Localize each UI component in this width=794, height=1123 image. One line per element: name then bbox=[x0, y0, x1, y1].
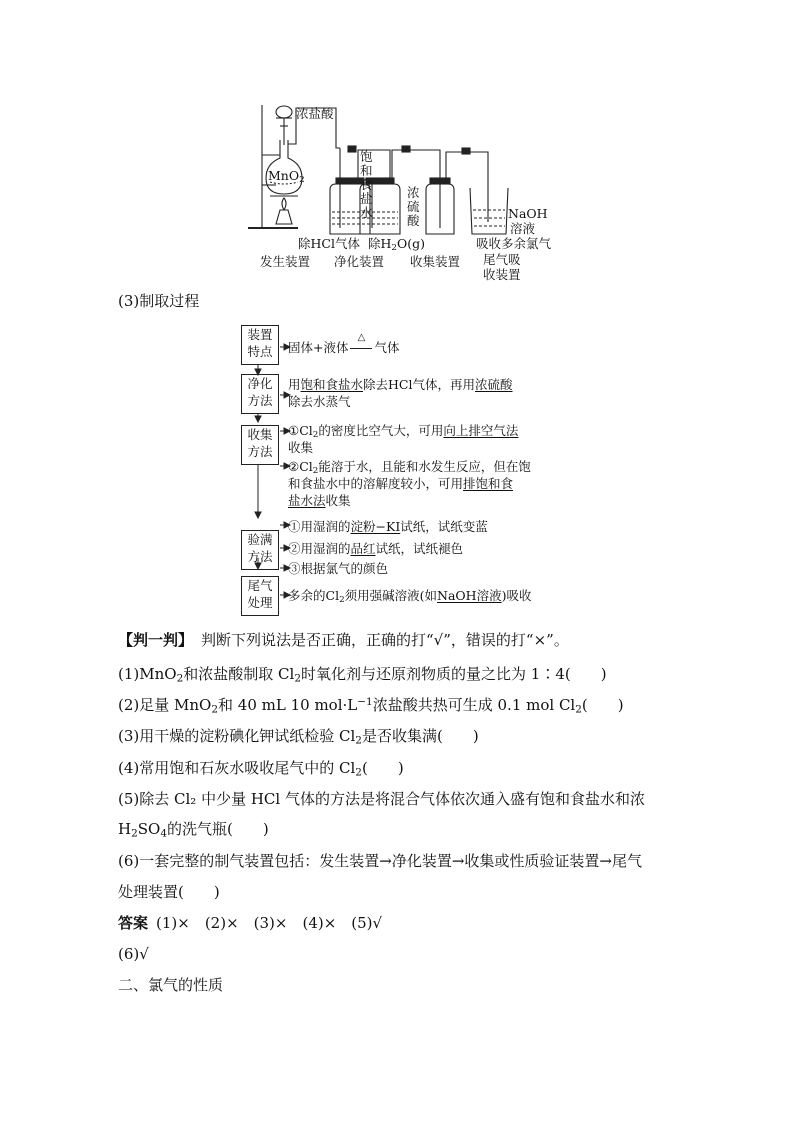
label-solution: 溶液 bbox=[510, 221, 536, 236]
flow-collect-item1-line2: 收集 bbox=[288, 440, 314, 455]
question-5-line1: (5)除去 Cl₂ 中少量 HCl 气体的方法是将混合气体依次通入盛有饱和食盐水和浓 bbox=[118, 790, 645, 808]
label-naoh: NaOH bbox=[508, 206, 548, 221]
question-1: (1)MnO$_2$和浓盐酸制取 $Cl_2$时氧化剂与还原剂物质的量之比为 1∶4( ) bbox=[118, 665, 607, 685]
answer-line1: 答案 (1)× (2)× (3)× (4)× (5)√ bbox=[118, 914, 383, 932]
question-5-line2: $H_2SO_4$的洗气瓶( ) bbox=[118, 820, 269, 840]
flow-connectors bbox=[236, 320, 296, 620]
flow-check-item2: ②用湿润的品红试纸，试纸褪色 bbox=[288, 541, 464, 556]
flow-collect-item2-line3: 盐水法收集 bbox=[288, 493, 351, 508]
label-conc-hcl: 浓盐酸 bbox=[296, 106, 334, 121]
flow-collect-item1: $①Cl_2$的密度比空气大，可用向上排空气法 bbox=[288, 423, 519, 441]
judge-instruction: 【判一判】 判断下列说法是否正确，正确的打“√”，错误的打“×”。 bbox=[118, 631, 569, 649]
flow-box-feature: 装置 特点 bbox=[241, 325, 279, 365]
label-mno2: MnO$_2$ bbox=[268, 168, 305, 186]
label-collection: 收集装置 bbox=[410, 254, 461, 269]
flow-purify-line2: 除去水蒸气 bbox=[288, 394, 351, 409]
label-remove-hcl: 除HCl气体 bbox=[298, 236, 360, 251]
flow-box-purify: 净化 方法 bbox=[241, 374, 279, 414]
flow-collect-item2: $②Cl_2$能溶于水，且能和水发生反应，但在饱 bbox=[288, 459, 531, 477]
question-6-line1: (6)一套完整的制气装置包括：发生装置→净化装置→收集或性质验证装置→尾气 bbox=[118, 852, 642, 870]
section-title-properties: 二、氯气的性质 bbox=[118, 976, 224, 994]
label-absorb-line2: 尾气吸 bbox=[483, 252, 521, 267]
question-4: (4)常用饱和石灰水吸收尾气中的 $Cl_2$( ) bbox=[118, 759, 404, 779]
section-title-process: (3)制取过程 bbox=[118, 292, 200, 310]
question-2: (2)足量 MnO$_2$和 40 mL 10 $mol\cdot L^{-1}$浓盐酸共热可生成 0.1 mol $Cl_2$( ) bbox=[118, 695, 624, 716]
judge-head: 【判一判】 bbox=[118, 631, 194, 649]
label-generation: 发生装置 bbox=[260, 254, 311, 269]
question-6-line2: 处理装置( ) bbox=[118, 883, 220, 901]
flow-tail-text: 多余的$Cl_2$须用强碱溶液(如NaOH溶液)吸收 bbox=[288, 588, 532, 606]
flow-purify-line1: 用饱和食盐水除去HCl气体，再用浓硫酸 bbox=[288, 377, 513, 392]
flow-feature-text: 固体+液体 △ 气体 bbox=[288, 332, 400, 355]
answer-line2: (6)√ bbox=[118, 945, 149, 963]
label-saturated-brine: 饱 和 食 盐 水 bbox=[360, 149, 373, 220]
label-remove-h2o: 除$H_2O(g)$ bbox=[368, 236, 425, 254]
label-absorb-line3: 收装置 bbox=[483, 267, 521, 282]
question-3: (3)用干燥的淀粉碘化钾试纸检验 $Cl_2$是否收集满( ) bbox=[118, 727, 479, 747]
flow-check-item3: ③根据氯气的颜色 bbox=[288, 561, 389, 576]
label-absorb-line1: 吸收多余氯气 bbox=[476, 236, 552, 251]
flow-box-tail: 尾气 处理 bbox=[241, 576, 279, 616]
flow-box-collect: 收集 方法 bbox=[241, 425, 279, 465]
label-conc-sulfuric: 浓 硫 酸 bbox=[407, 185, 420, 228]
flow-box-check: 验满 方法 bbox=[241, 530, 279, 570]
label-purification: 净化装置 bbox=[334, 254, 385, 269]
flow-check-item1: ①用湿润的淀粉−KI试纸，试纸变蓝 bbox=[288, 519, 488, 534]
answer-label: 答案 bbox=[118, 914, 149, 932]
flow-collect-item2-line2: 和食盐水中的溶解度较小，可用排饱和食 bbox=[288, 476, 514, 491]
